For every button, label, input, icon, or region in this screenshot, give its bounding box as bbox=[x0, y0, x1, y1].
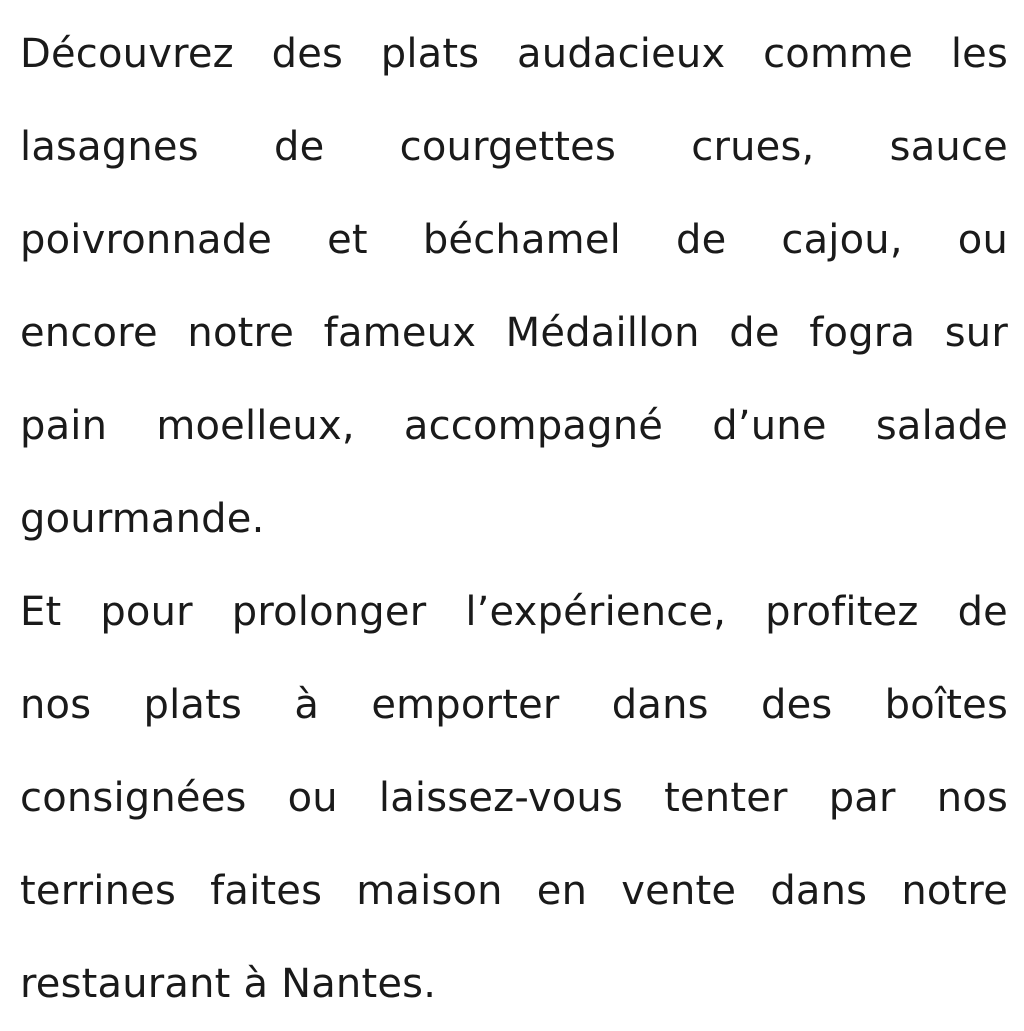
text-line: terrines faites maison en vente dans notre bbox=[20, 868, 1008, 914]
text-line: restaurant à Nantes. bbox=[20, 961, 437, 1007]
text-line: consignées ou laissez-vous tenter par nos bbox=[20, 775, 1008, 821]
text-line: poivronnade et béchamel de cajou, ou bbox=[20, 217, 1008, 263]
text-line: nos plats à emporter dans des boîtes bbox=[20, 682, 1008, 728]
paragraph-takeaway bbox=[20, 566, 1008, 1031]
text-line: Et pour prolonger l’expérience, profitez de bbox=[20, 589, 1008, 635]
text-line: Découvrez des plats audacieux comme les bbox=[20, 31, 1008, 77]
text-line: encore notre fameux Médaillon de fogra sur bbox=[20, 310, 1008, 356]
text-block bbox=[20, 8, 1008, 1031]
paragraph-dishes bbox=[20, 8, 1008, 566]
text-line: lasagnes de courgettes crues, sauce bbox=[20, 124, 1008, 170]
text-line: pain moelleux, accompagné d’une salade bbox=[20, 403, 1008, 449]
text-line: gourmande. bbox=[20, 496, 265, 542]
